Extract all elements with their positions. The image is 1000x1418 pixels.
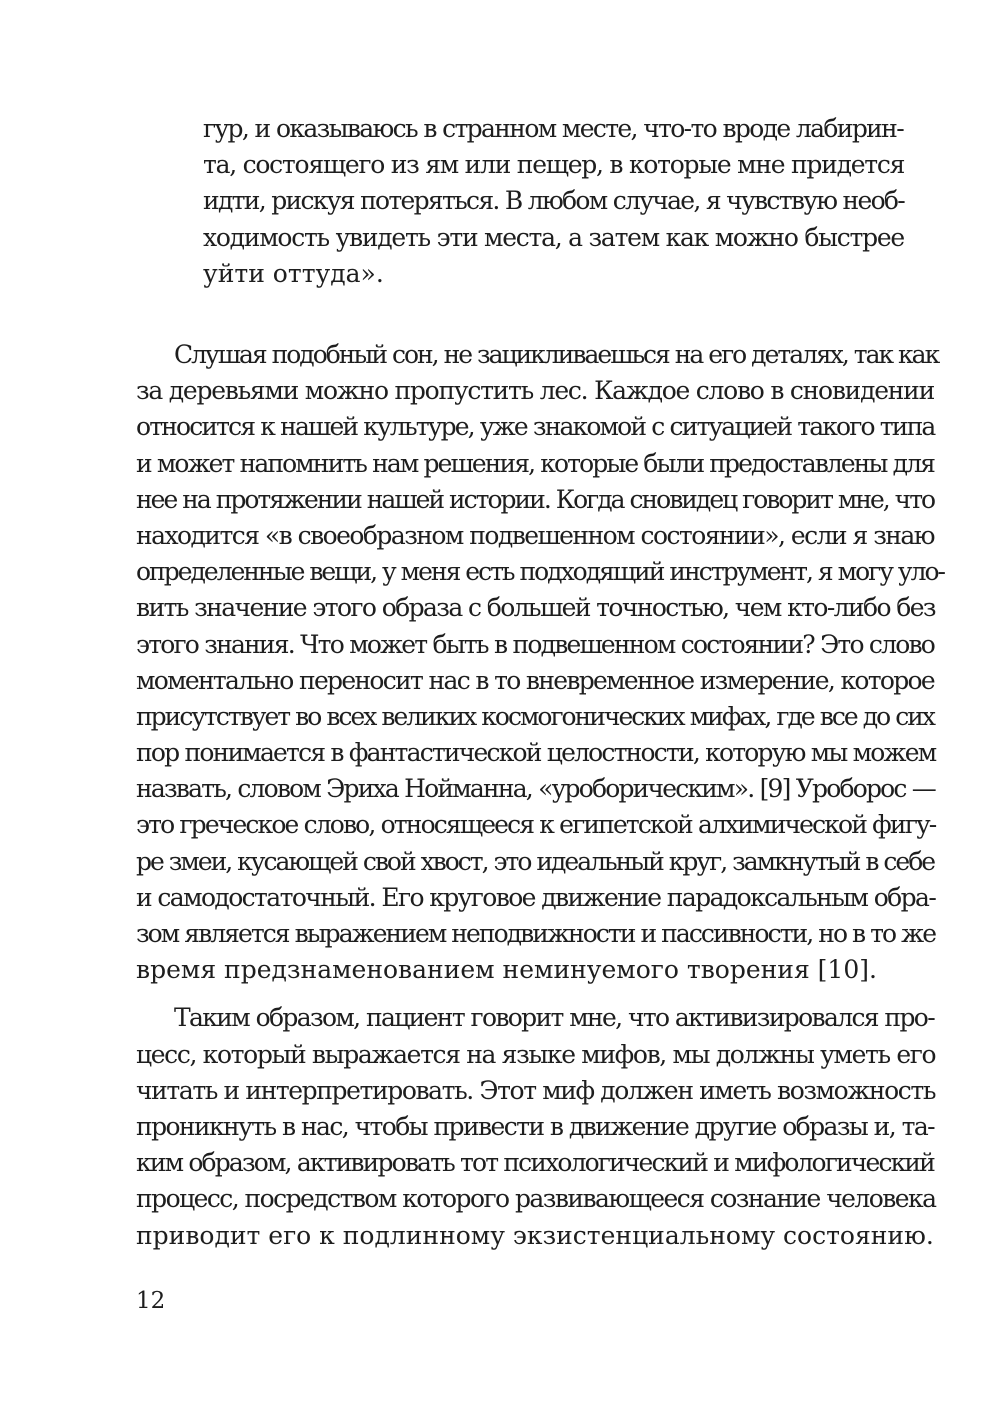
- paragraph-line: вить значение этого образа с большей точностью, чем кто-либо без: [136, 593, 935, 623]
- paragraph-line: и может напомнить нам решения, которые были предоставлены для: [136, 448, 934, 478]
- paragraph-line: этого знания. Что может быть в подвешенном состоянии? Это слово: [136, 629, 934, 659]
- paragraph-line: это греческое слово, относящееся к египетской алхимической фигу-: [136, 810, 936, 840]
- paragraph-line: пор понимается в фантастической целостности, которую мы можем: [136, 738, 936, 768]
- paragraph-line: читать и интерпретировать. Этот миф должен иметь возможность: [136, 1075, 936, 1105]
- paragraph-line: относится к нашей культуре, уже знакомой с ситуацией такого типа: [136, 412, 935, 442]
- paragraph-line: определенные вещи, у меня есть подходящий инструмент, я могу уло-: [136, 557, 944, 587]
- paragraph-spacer: [136, 988, 934, 1000]
- paragraph-line: время предзнаменованием неминуемого творения [10].: [136, 955, 877, 985]
- paragraph-line: находится «в своеобразном подвешенном состоянии», если я знаю: [136, 520, 934, 550]
- paragraph-line: моментально переносит нас в то вневременное измерение, которое: [136, 665, 934, 695]
- quote-line: та, состоящего из ям или пещер, в которые мне придется: [203, 150, 905, 180]
- paragraph-line: процесс, посредством которого развивающееся сознание человека: [136, 1184, 936, 1214]
- page-number: 12: [136, 1288, 166, 1314]
- paragraph-line: нее на протяжении нашей истории. Когда сновидец говорит мне, что: [136, 484, 935, 514]
- paragraph: [136, 1000, 934, 1253]
- paragraph-line: за деревьями можно пропустить лес. Каждое слово в сновидении: [136, 376, 934, 406]
- block-quote: [203, 111, 903, 292]
- quote-line: уйти оттуда».: [203, 258, 384, 288]
- paragraph-line: цесс, который выражается на языке мифов, мы должны уметь его: [136, 1039, 936, 1069]
- paragraph-line: проникнуть в нас, чтобы привести в движение другие образы и, та-: [136, 1111, 934, 1141]
- body-text: [136, 337, 944, 1254]
- paragraph: [136, 337, 944, 988]
- quote-line: ходимость увидеть эти места, а затем как можно быстрее: [203, 222, 904, 252]
- quote-line: гур, и оказываюсь в странном месте, что-то вроде лабирин-: [203, 114, 903, 143]
- paragraph-line: ре змеи, кусающей свой хвост, это идеальный круг, замкнутый в себе: [136, 846, 935, 876]
- paragraph-line: зом является выражением неподвижности и пассивности, но в то же: [136, 919, 936, 948]
- quote-line: идти, рискуя потеряться. В любом случае, я чувствую необ-: [203, 186, 905, 216]
- paragraph-line: и самодостаточный. Его круговое движение парадоксальным обра-: [136, 882, 936, 912]
- paragraph-line: назвать, словом Эриха Нойманна, «уроборическим». [9] Уроборос —: [136, 774, 935, 804]
- paragraph-line: ким образом, активировать тот психологический и мифологический: [136, 1148, 934, 1178]
- paragraph-line: Слушая подобный сон, не зацикливаешься на его деталях, так как: [174, 340, 939, 369]
- paragraph-line: присутствует во всех великих космогонических мифах, где все до сих: [136, 701, 934, 731]
- paragraph-line: Таким образом, пациент говорит мне, что активизировался про-: [174, 1003, 934, 1033]
- paragraph-line: приводит его к подлинному экзистенциальному состоянию.: [136, 1220, 934, 1250]
